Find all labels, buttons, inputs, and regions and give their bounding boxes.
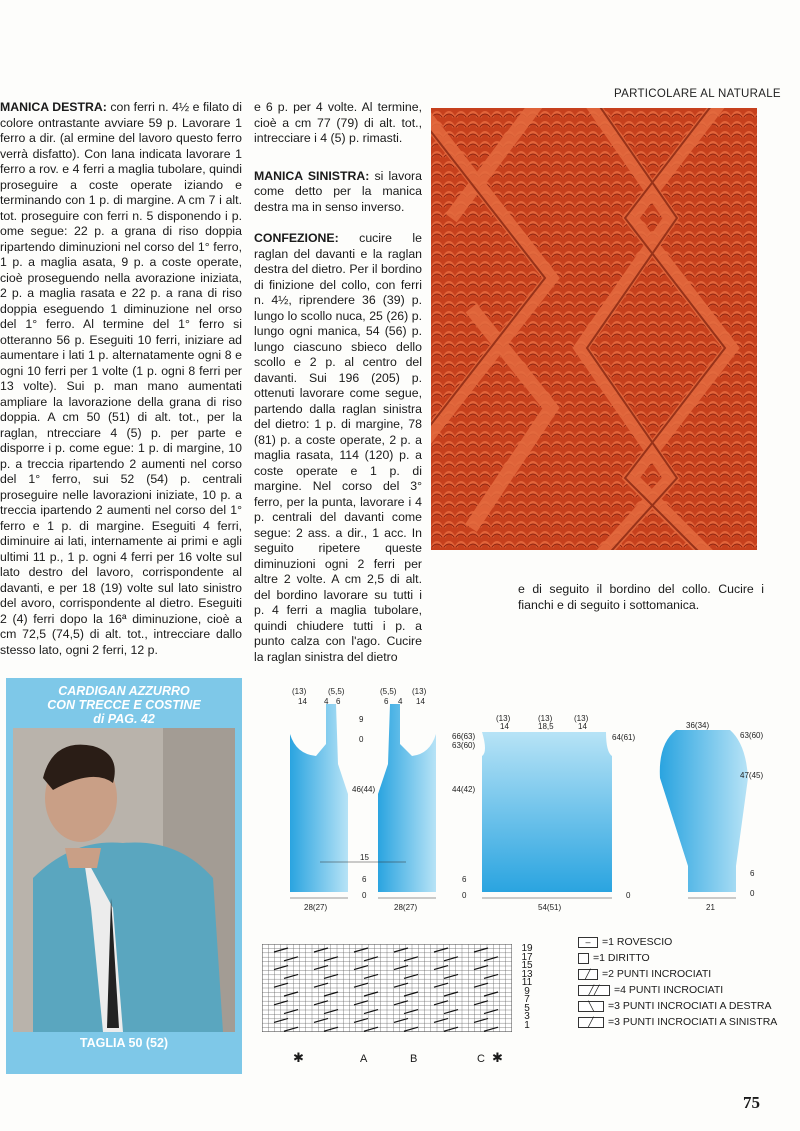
sleeve-21: 21 — [706, 903, 715, 912]
legend-text-0: =1 ROVESCIO — [602, 936, 673, 948]
cross3-left-symbol-icon: ╱ — [578, 1017, 604, 1028]
chart-row-number: 15 — [521, 960, 533, 971]
fr-top-13: (13) — [412, 687, 427, 696]
chart-label-a: A — [360, 1053, 368, 1065]
fr-top-55: (5,5) — [380, 687, 397, 696]
back-piece — [482, 732, 612, 892]
rovescio-symbol-icon: – — [578, 937, 598, 948]
legend-item-0 — [578, 936, 672, 948]
width-28-left: 28(27) — [304, 903, 328, 912]
chart-row-number: 3 — [524, 1011, 530, 1022]
fl-top-55: (5,5) — [328, 687, 345, 696]
legend-text-3: =4 PUNTI INCROCIATI — [614, 984, 724, 996]
heading-manica-destra: MANICA DESTRA: — [0, 100, 107, 114]
sleeve-piece — [660, 730, 748, 892]
chart-row-number: 7 — [524, 994, 530, 1005]
fr-w2: 4 — [398, 697, 403, 706]
sleeve-6: 6 — [750, 869, 755, 878]
page-number: 75 — [743, 1093, 760, 1112]
height-64: 64(61) — [612, 733, 636, 742]
back-top-13-b: (13) — [538, 714, 553, 723]
text-column-2 — [254, 100, 422, 665]
legend-text-1: =1 DIRITTO — [593, 952, 650, 964]
text-column-3 — [518, 582, 764, 613]
legend-item-1 — [578, 952, 650, 964]
chart-row-number: 13 — [521, 968, 533, 980]
manica-destra-text: con ferri n. 4½ e filato di colore ontrastante avviare 59 p. Lavorare 1 ferro a dir. (al ermine del lavoro questo ferro verrà disfatto). Con lana indicata lavorare 1 ferro a rov. e 4 ferri a maglia tubolare, quindi proseguire a coste operate iziando e terminando con 1 p. di margine. A cm 7 i alt. tot. proseguire con ferri n. 5 disponendo i p. ome segue: 22 p. a grana di riso doppia ripartendo diminuzioni nel corso del 1° ferro, 1 p. a maglia asata, 9 p. a coste operate, cioè proseguendo nella avorazione iniziata, 2 p. a maglia rasata e 22 p. a rana di riso doppia eseguendo 1 diminuzione nel orso del 1° ferro. Al termine del 1° ferro si otteranno 56 p. Eseguiti 10 ferri, iniziare ad aumentare i lati 1 p. alternatamente ogni 8 e ogni 10 ferri per 1 volte (1 p. ogni 8 ferri per 13 volte). Sui p. man mano aumentati ampliare la lavorazione della grana di riso doppia. A cm 50 (51) di alt. tot., per la raglan, ntrecciare 4 (5) p. per parte e disporre i p. come egue: 1 p. di margine, 10 p. a treccia ripartendo 2 aumenti nel corso del 1° ferro, sui 52 (54) p. centrali proseguire nelle lavorazioni iniziate, 10 p. a treccia ipartendo 2 aumenti nel corso del 1° ferro e 1 p. di margine. Eseguiti 4 ferri, diminuire ai lati, internamente ai primi e agli ultimi 11 p., 1 p. ogni 4 ferri per 16 volte sul lato destro del lavoro, corrispondente al davanti, e per 18 (19) volte sul lato sinistro del avoro, corrispondente al dietro. Eseguiti 2 (4) ferri dopo la 16ª diminuzione, cioè a cm 72,5 (74,5) di alt. tot., intrecciare dallo stesso lato, ogni 2 ferri, 12 p. — [0, 100, 242, 657]
chart-star-left: ✱ — [293, 1050, 304, 1065]
height-46: 46(44) — [352, 785, 376, 794]
cross2-symbol-icon: ╱ — [578, 969, 598, 980]
chart-row-number: 1 — [524, 1019, 530, 1031]
mark-9: 9 — [359, 715, 364, 724]
text-column-1 — [0, 100, 242, 658]
legend-item-4 — [578, 1000, 771, 1012]
sleeve-63: 63(60) — [740, 731, 764, 740]
knit-detail-photo — [431, 108, 757, 550]
card-title — [6, 684, 242, 726]
manica-sinistra-text: si lavora come detto per la manica destra ma in senso inverso. — [254, 168, 422, 214]
model-photo — [13, 728, 235, 1032]
front-left-piece — [290, 704, 348, 892]
fl-w1: 14 — [298, 697, 307, 706]
chart-row-number: 11 — [521, 977, 533, 988]
chart-row-number: 19 — [521, 943, 533, 954]
back-top-13-a: (13) — [496, 714, 511, 723]
legend-text-5: =3 PUNTI INCROCIATI A SINISTRA — [608, 1016, 778, 1028]
legend-text-4: =3 PUNTI INCROCIATI A DESTRA — [608, 1000, 772, 1012]
chart-row-number: 5 — [524, 1002, 530, 1014]
chart-row-number: 9 — [524, 985, 530, 997]
chart-label-b: B — [410, 1053, 418, 1065]
photo-caption: PARTICOLARE AL NATURALE — [614, 88, 781, 100]
fr-w1: 6 — [384, 697, 389, 706]
fl-w3: 6 — [336, 697, 341, 706]
fl-w2: 4 — [324, 697, 329, 706]
card-title-line-3: di PAG. 42 — [93, 712, 155, 726]
mark-0-top: 0 — [359, 735, 364, 744]
cross4-symbol-icon: ╱╱ — [578, 985, 610, 996]
chart-label-c: C — [477, 1053, 485, 1065]
legend-item-2 — [578, 968, 711, 980]
mark-0-bottom: 0 — [362, 891, 367, 900]
chart-star-right: ✱ — [492, 1050, 503, 1065]
cardigan-card — [6, 678, 242, 1074]
width-54: 54(51) — [538, 903, 562, 912]
sleeve-top-36: 36(34) — [686, 721, 710, 730]
heading-confezione: CONFEZIONE: — [254, 231, 339, 245]
back-w1: 14 — [500, 722, 509, 731]
back-w3: 14 — [578, 722, 587, 731]
garment-schematics — [256, 684, 776, 914]
height-66: 66(63) — [452, 732, 476, 741]
fl-top-13: (13) — [292, 687, 307, 696]
fr-w3: 14 — [416, 697, 425, 706]
sleeve-47: 47(45) — [740, 771, 764, 780]
card-title-line-2: CON TRECCE E COSTINE — [47, 698, 201, 712]
heading-manica-sinistra: MANICA SINISTRA: — [254, 168, 370, 183]
card-title-line-1: CARDIGAN AZZURRO — [58, 684, 190, 698]
legend-item-3 — [578, 984, 723, 996]
chart-row-number: 17 — [521, 951, 533, 963]
sleeve-0: 0 — [750, 889, 755, 898]
legend-item-5 — [578, 1016, 777, 1028]
height-15: 15 — [360, 853, 369, 862]
confezione-text: cucire le raglan del davanti e la raglan destra del dietro. Per il bordino di finizione del collo, con ferri n. 4½, riprendere 36 (39) p. lungo lo scollo nuca, 25 (26) p. lungo ogni manica, 54 (56) p. lungo ciascuno sbieco dello scollo e 2 p. al centro del davanti. Sui 196 (205) p. ottenuti lavorare come segue, partendo dalla raglan sinistra del dietro: 1 p. di margine, 78 (81) p. a coste operate, 2 p. a maglia rasata, 114 (120) p. a coste operate e 1 p. di margine. Nel corso del 3° ferro, per la punta, lavorare i 4 p. centrali del davanti come segue: 2 ass. a dir., 1 acc. In seguito ripetere queste diminuzioni ogni 2 ferri per altre 2 volte. A cm 2,5 di alt. del bordino lavorare su tutti i p. 4 ferri a maglia tubolare, quindi chiudere tutti i p. a punto calza con l'ago. Cucire la raglan sinistra del dietro — [254, 231, 422, 664]
mark-0-mid: 0 — [462, 891, 467, 900]
front-right-piece — [378, 704, 436, 892]
legend-text-2: =2 PUNTI INCROCIATI — [602, 968, 712, 980]
height-6-mid: 6 — [462, 875, 467, 884]
stitch-chart — [262, 944, 512, 1032]
chart-row-numbers — [519, 945, 535, 1030]
height-63: 63(60) — [452, 741, 476, 750]
size-label: TAGLIA 50 (52) — [79, 1036, 169, 1050]
height-6: 6 — [362, 875, 367, 884]
col3-paragraph: e di seguito il bordino del collo. Cucire i fianchi e di seguito i sottomanica. — [518, 582, 764, 612]
width-28-right: 28(27) — [394, 903, 418, 912]
diritto-symbol-icon — [578, 953, 589, 964]
mark-0-back: 0 — [626, 891, 631, 900]
back-w2: 18,5 — [538, 722, 554, 731]
col2-paragraph-1: e 6 p. per 4 volte. Al termine, cioè a cm 77 (79) di alt. tot., intrecciare i 4 (5) p. rimasti. — [254, 100, 422, 145]
cross3-right-symbol-icon: ╲ — [578, 1001, 604, 1012]
height-44: 44(42) — [452, 785, 476, 794]
back-top-13-c: (13) — [574, 714, 589, 723]
